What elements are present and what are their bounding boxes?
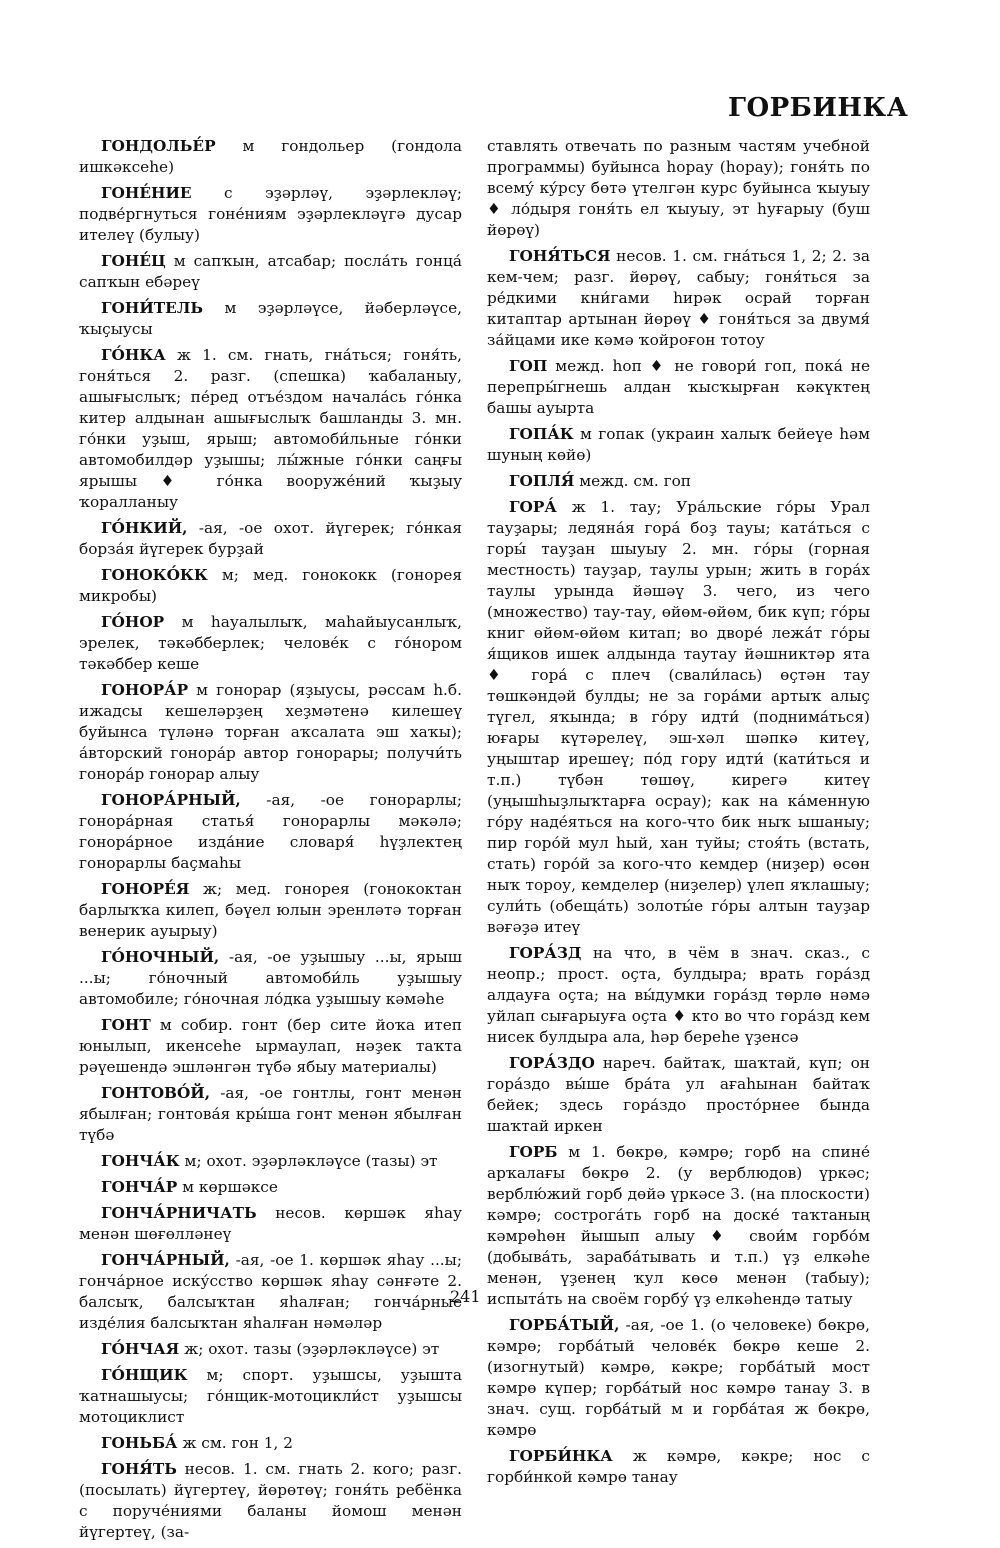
headword: ГОРА́: [509, 498, 557, 516]
entry-body: м сапҡын, атсабар; посла́ть гонца́ сапҡын ебәреү: [79, 252, 462, 291]
headword: ГОП: [509, 357, 548, 375]
entry-body: несов. 1. см. гнать 2. кого; разг. (посылать) йүгертеү, йөрөтөү; гоня́ть ребёнка с поруче́ниями баланы йомош менән йүгертеү, (за-: [79, 1460, 462, 1541]
dictionary-entry: [79, 1339, 462, 1360]
headword: ГОНОРА́Р: [101, 681, 189, 699]
entry-body: м 1. бөкрө, кәмрө; горб на спине́ арҡалағы бөкрө 2. (у верблюдов) үркәс; верблю́жий горб дөйә үркәсе 3. (на плоскости) кәмрө; сострога́ть горб на доске́ таҡтаның кәмрөһөн йышып алыу ♦ свои́м горбо́м (добыва́ть, зараба́тывать и т.п.) үҙ елкәһе менән, үҙенең ҡул көсө менән (табыу); испыта́ть на своём горбу́ үҙ елкәһендә татыу: [487, 1143, 870, 1308]
dictionary-entry: [79, 680, 462, 785]
entry-body: межд. см. гоп: [574, 472, 691, 490]
dictionary-entry: [79, 947, 462, 1010]
dictionary-entry: [79, 1250, 462, 1334]
headword: ГОНОРЕ́Я: [101, 880, 190, 898]
headword: ГОНЕ́Ц: [101, 252, 166, 270]
headword: ГОНЬБА́: [101, 1434, 178, 1452]
dictionary-entry: [79, 879, 462, 942]
dictionary-entry: [487, 424, 870, 466]
entry-body: несов. көршәк яһау менән шөғөлләнеү: [79, 1204, 462, 1243]
entry-body: м эҙәрләүсе, йәберләүсе, ҡыҫыусы: [79, 299, 462, 338]
headword: ГОНТ: [101, 1016, 151, 1034]
entry-body: м көршәксе: [177, 1178, 278, 1196]
dictionary-entry: [79, 1433, 462, 1454]
entry-body: м; охот. эҙәрләкләүсе (тазы) эт: [179, 1152, 438, 1170]
entry-body: ж см. гон 1, 2: [177, 1434, 293, 1452]
running-head: ГОРБИНКА: [728, 93, 909, 123]
headword: ГОНДОЛЬЕ́Р: [101, 137, 216, 155]
dictionary-entry: [487, 943, 870, 1048]
dictionary-entry: [79, 1203, 462, 1245]
headword: ГОРБИ́НКА: [509, 1447, 613, 1465]
headword: ГОНТОВО́Й,: [101, 1084, 211, 1102]
headword: ГО́НКА: [101, 346, 166, 364]
dictionary-entry: [79, 298, 462, 340]
entry-body: м собир. гонт (бер сите йоҡа итеп юнылып, икенсеһе ырмаулап, нәҙек таҡта рәүешендә эшләнгән түбә ябыу материалы): [79, 1016, 462, 1076]
headword: ГОНЧА́РНИЧАТЬ: [101, 1204, 257, 1222]
headword: ГОНИ́ТЕЛЬ: [101, 299, 203, 317]
dictionary-entry: [79, 345, 462, 513]
headword: ГО́НЧАЯ: [101, 1340, 180, 1358]
entry-body: м; спорт. уҙышсы, уҙышта ҡатнашыусы; го́нщик-мотоцикли́ст уҙышсы мотоциклист: [79, 1366, 462, 1426]
dictionary-entry: [79, 183, 462, 246]
headword: ГО́НОР: [101, 613, 165, 631]
entry-body: м; мед. гонококк (гонорея микробы): [79, 566, 462, 605]
right-column: [487, 136, 870, 1493]
dictionary-entry: [487, 356, 870, 419]
headword: ГОНОРА́РНЫЙ,: [101, 791, 241, 809]
entry-body: -ая, -ое 1. көршәк яһау ...ы; гонча́рное иску́сство көршәк яһау сәнғәте 2. балсыҡ, балсыҡтан яһалған; гонча́рные изде́лия балсыҡтан яһалған нәмәләр: [79, 1251, 462, 1332]
dictionary-entry: [79, 1015, 462, 1078]
headword: ГОРБА́ТЫЙ,: [509, 1316, 620, 1334]
headword: ГОНЧА́К: [101, 1152, 180, 1170]
dictionary-entry: [79, 136, 462, 178]
headword: ГОНЧА́Р: [101, 1178, 178, 1196]
dictionary-entry: [79, 790, 462, 874]
entry-body: м гопак (украин халыҡ бейеүе һәм шуның көйө): [487, 425, 870, 464]
headword: ГОНЯ́ТЬ: [101, 1460, 177, 1478]
entry-body: нареч. байтаҡ, шаҡтай, күп; он гора́здо вы́ше бра́та ул ағаһынан байтаҡ бейек; здесь гора́здо просто́рнее бында шаҡтай иркен: [487, 1054, 870, 1135]
headword: ГОНЧА́РНЫЙ,: [101, 1251, 230, 1269]
entry-body: -ая, -ое 1. (о человеке) бөкрө, кәмрө; горба́тый челове́к бөкрө кеше 2. (изогнутый) кәмрө, кәкре; горба́тый мост кәмрө күпер; горба́тый нос кәмрө танау 3. в знач. сущ. горба́тый м и горба́тая ж бөкрө, кәмрө: [487, 1316, 870, 1439]
headword: ГОНЕ́НИЕ: [101, 184, 192, 202]
dictionary-entry: [79, 251, 462, 293]
dictionary-entry: [79, 1177, 462, 1198]
dictionary-entry: [79, 518, 462, 560]
dictionary-entry: [487, 471, 870, 492]
headword: ГОРБ: [509, 1143, 558, 1161]
dictionary-entry: [487, 1142, 870, 1310]
headword: ГОПЛЯ́: [509, 472, 575, 490]
entry-body: м гондольер (гондола ишкәксеһе): [79, 137, 462, 176]
headword: ГОНОКО́КК: [101, 566, 208, 584]
dictionary-entry: [487, 1053, 870, 1137]
entry-body: межд. һоп ♦ не говори́ гоп, пока́ не перепры́гнешь алдан ҡысҡырған кәкүктең башы ауырта: [487, 357, 870, 417]
entry-body: несов. 1. см. гна́ться 1, 2; 2. за кем-чем; разг. йөрөү, сабыу; гоня́ться за ре́дкими кни́гами һирәк осрай торған китаптар артынан йөрөү ♦ гоня́ться за двумя́ за́йцами ике кәмә ҡойроғон тотоу: [487, 247, 870, 349]
dictionary-entry: [79, 1365, 462, 1428]
dictionary-entry: [79, 1459, 462, 1543]
dictionary-entry: [487, 246, 870, 351]
left-column: [79, 136, 462, 1548]
headword: ГО́НКИЙ,: [101, 519, 188, 537]
entry-body: ставлять отвечать по разным частям учебной программы) буйынса һорау (һорау); гоня́ть по всему́ ку́рсу бөтә үтелгән курс буйынса ҡыуыу ♦ ло́дыря гоня́ть ел ҡыуыу, эт һуғарыу (буш йөрөү): [487, 137, 870, 239]
headword: ГОПА́К: [509, 425, 574, 443]
entry-body: ж; мед. гонорея (гонококтан барлыҡҡа килеп, бәүел юлын эренләтә торған венерик ауырыу): [79, 880, 462, 940]
entry-body: на что, в чём в знач. сказ., с неопр.; прост. оҫта, булдыра; врать гора́зд алдауға оҫта; на вы́думки гора́зд төрлө нәмә уйлап сығарыуға оҫта ♦ кто во что гора́зд кем нисек булдыра ала, һәр береһе үҙенсә: [487, 944, 870, 1046]
entry-body: ж 1. см. гнать, гна́ться; гоня́ть, гоня́ться 2. разг. (спешка) ҡабаланыу, ашығыслыҡ; пе́ред отъе́здом начала́сь го́нка китер алдынан ашығыслыҡ башланды 3. мн. го́нки уҙыш, ярыш; автомоби́льные го́нки автомобилдәр уҙышы; лы́жные го́нки саңғы ярышы ♦ го́нка вооруже́ний ҡыҙыу ҡоралланыу: [79, 346, 462, 511]
dictionary-entry: [79, 1083, 462, 1146]
dictionary-entry: [487, 1446, 870, 1488]
entry-body: -ая, -ое гонорарлы; гонора́рная статья́ гонорарлы мәкәлә; гонора́рное изда́ние словаря́ һүҙлектең гонорарлы баҫмаһы: [79, 791, 462, 872]
headword: ГОРА́ЗД: [509, 944, 582, 962]
dictionary-entry: [79, 612, 462, 675]
entry-body: -ая, -ое уҙышыу ...ы, ярыш ...ы; го́ночный автомоби́ль уҙышыу автомобиле; го́ночная ло́дка уҙышыу кәмәһе: [79, 948, 462, 1008]
headword: ГО́НОЧНЫЙ,: [101, 948, 220, 966]
headword: ГОРА́ЗДО: [509, 1054, 595, 1072]
entry-body: ж; охот. тазы (эҙәрләкләүсе) эт: [179, 1340, 440, 1358]
entry-body: ж кәмрө, кәкре; нос с горби́нкой кәмрө танау: [487, 1447, 870, 1486]
entry-body: м гонорар (яҙыусы, рәссам һ.б. ижадсы кешеләрҙең хеҙмәтенә килешеү буйынса түләнә торған аҡсалата эш хаҡы); а́вторский гонора́р автор гонорары; получи́ть гонора́р гонорар алыу: [79, 681, 462, 783]
headword: ГОНЯ́ТЬСЯ: [509, 247, 611, 265]
entry-body: -ая, -ое гонтлы, гонт менән ябылған; гонтова́я кры́ша гонт менән ябылған түбә: [79, 1084, 462, 1144]
dictionary-entry: [79, 565, 462, 607]
dictionary-entry: [487, 1315, 870, 1441]
headword: ГО́НЩИК: [101, 1366, 188, 1384]
entry-body: с эҙәрләү, эҙәрлекләү; подве́ргнуться гоне́ниям эҙәрлекләүгә дусар ителеү (булыу): [79, 184, 462, 244]
dictionary-entry-continuation: [487, 136, 870, 241]
entry-body: -ая, -ое охот. йүгерек; го́нкая борза́я йүгерек бурҙай: [79, 519, 462, 558]
entry-body: ж 1. тау; Ура́льские го́ры Урал тауҙары; ледяна́я гора́ боҙ тауы; ката́ться с горы́ тауҙан шыуыу 2. мн. го́ры (горная местность) тауҙар, таулы урын; жить в гора́х таулы урында йәшәү 3. чего, из чего (множество) тау-тау, өйөм-өйөм, бик күп; го́ры книг өйөм-өйөм китап; во дворе́ лежа́т го́ры я́щиков ишек алдында таутау йәшниктәр ята ♦ гора́ с плеч (свали́лась) өҫтән тау төшкәндәй булды; не за гора́ми артыҡ алыҫ түгел, яҡында; в го́ру идти́ (поднима́ться) юғары күтәрелеү, эш-хәл шәпкә китеү, уңыштар ирешеү; по́д гору идти́ (кати́ться и т.п.) түбән төшөү, кирегә китеү (уңышһыҙлыҡтарға осрау); как на ка́менную го́ру наде́яться на кого-что бик ныҡ ышаныу; пир горо́й мул һый, хан туйы; стоя́ть (встать, стать) горо́й за кого-что кемдер (ниҙер) өсөн ныҡ тороу, кемделер (ниҙелер) үлеп яҡлашыу; сули́ть (обеща́ть) золоты́е го́ры алтын тауҙар вәғәҙә итеү: [487, 498, 870, 936]
page-number: 241: [450, 1287, 481, 1306]
dictionary-entry: [487, 497, 870, 938]
dictionary-entry: [79, 1151, 462, 1172]
entry-body: м һауалылыҡ, маһайыусанлыҡ, эрелек, тәкәбберлек; челове́к с го́нором тәкәббер кеше: [79, 613, 462, 673]
